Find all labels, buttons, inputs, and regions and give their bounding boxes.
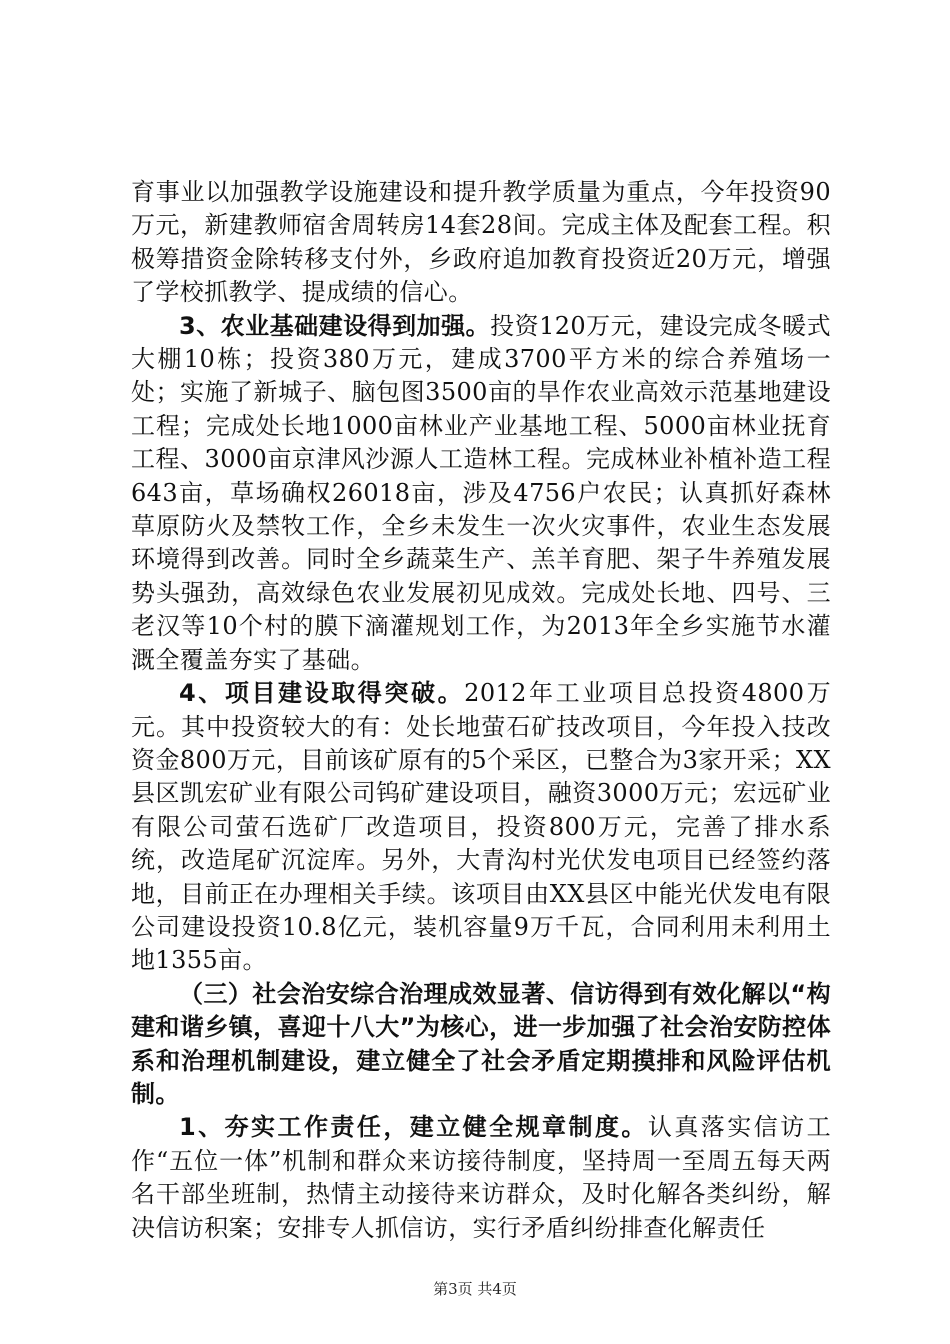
document-body [131, 176, 831, 1245]
paragraph-responsibility [131, 1111, 831, 1245]
paragraph-projects [131, 677, 831, 978]
paragraph-education [131, 176, 831, 310]
paragraph-responsibility-text: 认真落实信访工作“五位一体”机制和群众来访接待制度，坚持周一至周五每天两名干部坐班制，热情主动接待来访群众，及时化解各类纠纷，解决信访积案；安排专人抓信访，实行矛盾纠纷排查化解责任 [131, 1113, 831, 1242]
paragraph-agriculture-lead: 3、农业基础建设得到加强。 [179, 311, 491, 340]
paragraph-projects-text: 2012年工业项目总投资4800万元。其中投资较大的有：处长地萤石矿技改项目，今年投入技改资金800万元，目前该矿原有的5个采区，已整合为3家开采；XX县区凯宏矿业有限公司钨矿建设项目，融资3000万元；宏远矿业有限公司萤石选矿厂改造项目，投资800万元，完善了排水系统，改造尾矿沉淀库。另外，大青沟村光伏发电项目已经签约落地，目前正在办理相关手续。该项目由XX县区中能光伏发电有限公司建设投资10.8亿元，装机容量9万千瓦，合同利用未利用土地1355亩。 [131, 679, 831, 975]
section-heading: （三）社会治安综合治理成效显著、信访得到有效化解以“构建和谐乡镇，喜迎十八大”为核心，进一步加强了社会治安防控体系和治理机制建设，建立健全了社会矛盾定期摸排和风险评估机制。 [131, 979, 831, 1108]
paragraph-education-text: 育事业以加强教学设施建设和提升教学质量为重点，今年投资90万元，新建教师宿舍周转房14套28间。完成主体及配套工程。积极筹措资金除转移支付外，乡政府追加教育投资近20万元，增强了学校抓教学、提成绩的信心。 [131, 178, 831, 307]
page-footer [0, 1279, 950, 1299]
paragraph-projects-lead: 4、项目建设取得突破。 [179, 679, 465, 708]
paragraph-responsibility-lead: 1、夯实工作责任，建立健全规章制度。 [179, 1113, 648, 1142]
paragraph-agriculture-text: 投资120万元，建设完成冬暖式大棚10栋；投资380万元，建成3700平方米的综合养殖场一处；实施了新城子、脑包图3500亩的旱作农业高效示范基地建设工程；完成处长地1000亩林业产业基地工程、5000亩林业抚育工程、3000亩京津风沙源人工造林工程。完成林业补植补造工程643亩，草场确权26018亩，涉及4756户农民；认真抓好森林草原防火及禁牧工作，全乡未发生一次火灾事件，农业生态发展环境得到改善。同时全乡蔬菜生产、羔羊育肥、架子牛养殖发展势头强劲，高效绿色农业发展初见成效。完成处长地、四号、三老汉等10个村的膜下滴灌规划工作，为2013年全乡实施节水灌溉全覆盖夯实了基础。 [131, 311, 831, 674]
page-number-label: 第3页 共4页 [433, 1280, 517, 1298]
paragraph-agriculture [131, 310, 831, 677]
